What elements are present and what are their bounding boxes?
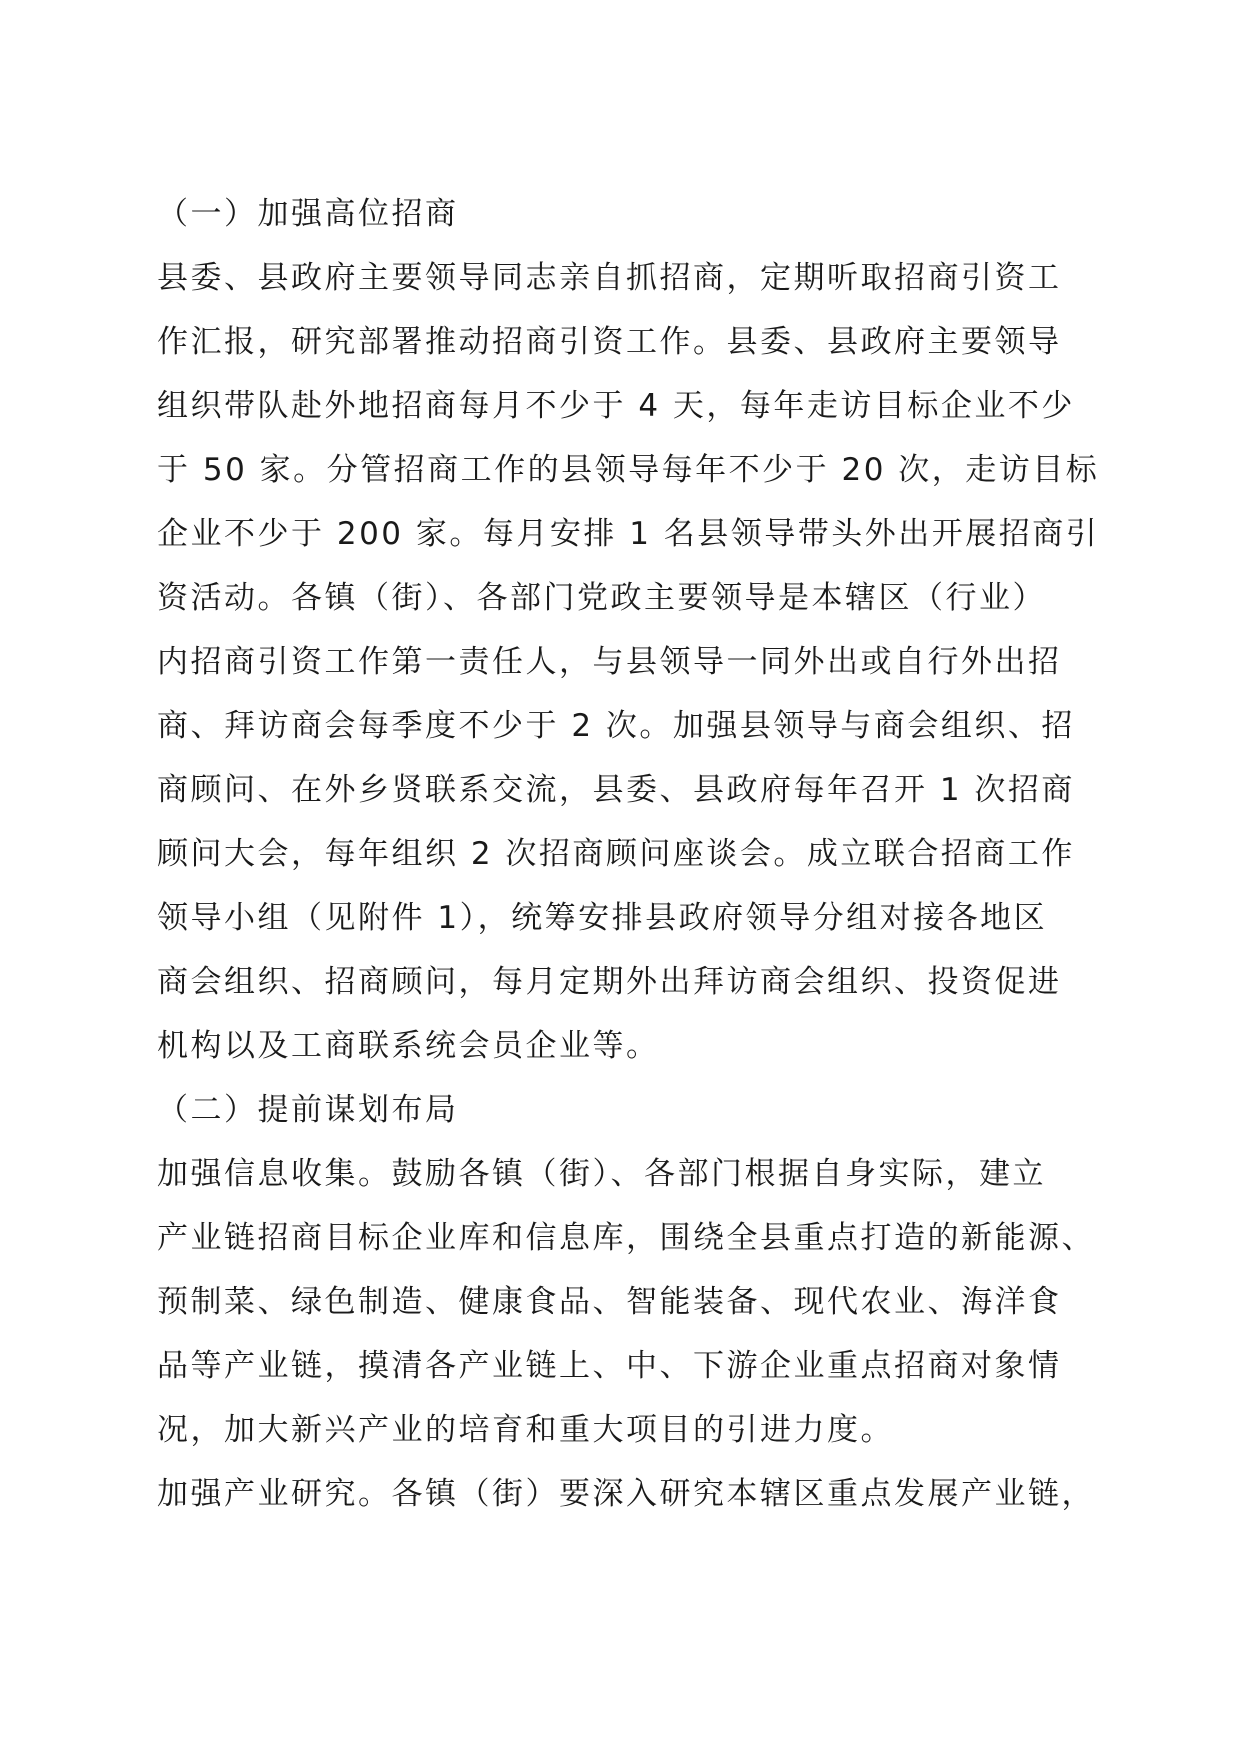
paragraph-line: 品等产业链，摸清各产业链上、中、下游企业重点招商对象情 xyxy=(157,1348,1062,1384)
paragraph-line: 资活动。各镇（街）、各部门党政主要领导是本辖区（行业） xyxy=(157,580,1046,616)
paragraph-line: 况，加大新兴产业的培育和重大项目的引进力度。 xyxy=(157,1412,894,1448)
paragraph-line: 县委、县政府主要领导同志亲自抓招商，定期听取招商引资工 xyxy=(157,260,1062,296)
paragraph-line: 顾问大会，每年组织 2 次招商顾问座谈会。成立联合招商工作 xyxy=(157,836,1075,872)
section-heading-2: （二）提前谋划布局 xyxy=(157,1092,459,1128)
paragraph-line: 领导小组（见附件 1），统筹安排县政府领导分组对接各地区 xyxy=(157,900,1048,936)
paragraph-line: 商、拜访商会每季度不少于 2 次。加强县领导与商会组织、招 xyxy=(157,708,1075,744)
paragraph-line: 作汇报，研究部署推动招商引资工作。县委、县政府主要领导 xyxy=(157,324,1062,360)
paragraph-line: 组织带队赴外地招商每月不少于 4 天，每年走访目标企业不少 xyxy=(157,388,1075,424)
paragraph-line: 商顾问、在外乡贤联系交流，县委、县政府每年召开 1 次招商 xyxy=(157,772,1075,808)
paragraph-line: 机构以及工商联系统会员企业等。 xyxy=(157,1028,660,1064)
paragraph-line: 预制菜、绿色制造、健康食品、智能装备、现代农业、海洋食 xyxy=(157,1284,1062,1320)
paragraph-line: 内招商引资工作第一责任人，与县领导一同外出或自行外出招 xyxy=(157,644,1062,680)
paragraph-line: 加强产业研究。各镇（街）要深入研究本辖区重点发展产业链， xyxy=(157,1476,1095,1512)
paragraph-line: 商会组织、招商顾问，每月定期外出拜访商会组织、投资促进 xyxy=(157,964,1062,1000)
paragraph-line: 产业链招商目标企业库和信息库，围绕全县重点打造的新能源、 xyxy=(157,1220,1095,1256)
section-heading-1: （一）加强高位招商 xyxy=(157,196,459,232)
paragraph-line: 加强信息收集。鼓励各镇（街）、各部门根据自身实际，建立 xyxy=(157,1156,1046,1192)
paragraph-line: 企业不少于 200 家。每月安排 1 名县领导带头外出开展招商引 xyxy=(157,516,1100,552)
paragraph-line: 于 50 家。分管招商工作的县领导每年不少于 20 次，走访目标 xyxy=(157,452,1100,488)
